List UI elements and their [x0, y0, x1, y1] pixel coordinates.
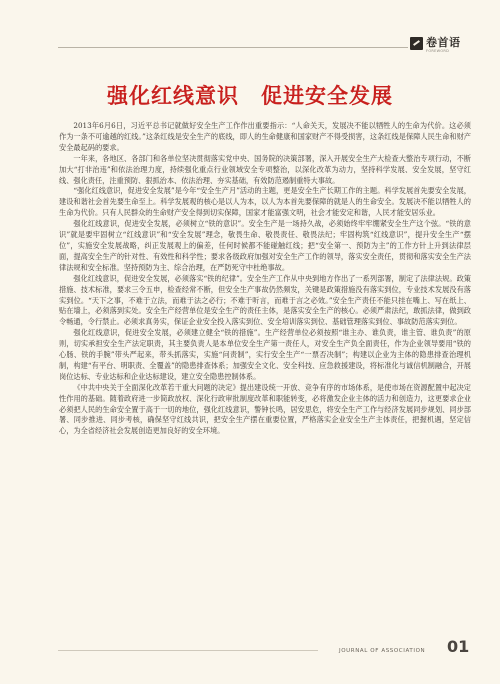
- article-body: [59, 121, 471, 437]
- column-title: 卷首语: [426, 36, 461, 49]
- pen-logo-icon: [410, 37, 423, 50]
- paragraph: 强化红线意识，促进安全发展，必须建立健全“铁的措施”。生产经营单位必须按照“谁主办、谁负责，谁主管、谁负责”的原则，切实承担安全生产法定职责，其主要负责人是本单位安全生产第一责任人，对安全生产负全面责任，作为企业领导要用“铁的心肠、铁的手腕”带头严起来，带头抓落实，实施“问责制”，实行安全生产“一票否决制”；构建以企业为主体的隐患排查治理机制，构建“有平台、明职责、全覆盖”的隐患排查体系；加强安全文化、安全科技、应急救援建设，将标准化与诚信机制融合，开展岗位达标、专业达标和企业达标建设，建立安全隐患控制体系。: [59, 328, 471, 381]
- paragraph: 强化红线意识，促进安全发展，必须树立“铁的意识”。安全生产是一场持久战，必须始终牢牢绷紧安全生产这个弦。“铁的意识”就是要牢固树立“红线意识”和“安全发展”理念，敬畏生命、敬畏责任、敬畏法纪；牢固构筑“红线意识”，提升安全生产“摆位”，实施安全发展战略，纠正发展观上的偏差，任何时候都不能碰触红线；把“安全第一、预防为主”的工作方针上升到法律层面，提高安全生产的针对性、有效性和科学性；要求各级政府加强对安全生产工作的领导，落实安全责任，贯彻和落实安全生产法律法规和安全标准。坚持预防为主、综合治理，在严防死守中杜绝事故。: [59, 219, 471, 272]
- column-label: [426, 36, 461, 54]
- article-title: 强化红线意识 促进安全发展: [107, 83, 393, 108]
- page-number: 01: [447, 637, 470, 656]
- paragraph: 一年来，各地区、各部门和各单位坚决贯彻落实党中央、国务院的决策部署，深入开展安全生产大检查大整治专项行动，不断加大“打非治违”和依法治理力度，持续强化重点行业领域安全专项整治，以深化改革为动力，坚持科学发展、安全发展，坚守红线、强化责任，注重预防、狠抓治本、依法治理、夯实基础，有效防范遏制重特大事故。: [59, 153, 471, 185]
- column-badge: [410, 36, 472, 60]
- journal-name: JOURNAL OF ASSOCIATION: [339, 648, 426, 654]
- footer-rule: [58, 650, 318, 651]
- paragraph: 强化红线意识，促进安全发展，必须落实“铁的纪律”。安全生产工作从中央到地方作出了一系列部署，制定了法律法规。政策措施、技术标准，要求三令五申，检查经常不断，但安全生产事故仍然频发，关键是政策措施没有落实到位，专业技术发展没有落实到位。“天下之事，不难于立法，而难于法之必行；不难于听言，而难于言之必效。”安全生产责任不能只挂在嘴上、写在纸上、贴在墙上，必须落到实处。安全生产经营单位是安全生产的责任主体，是落实安全生产的核心。必须严肃法纪，敢抓法律，做到政令畅通，令行禁止。必须求真务实，保证企业安全投入落实到位、安全培训落实到位、基础管理落实到位、事故防范落实到位。: [59, 273, 471, 327]
- paragraph: 2013年6月6日，习近平总书记就做好安全生产工作作出重要指示：“人命关天，发展决不能以牺牲人的生命为代价。这必须作为一条不可逾越的红线。”这条红线是安全生产的底线，即人的生命健康和国家财产不得受损害，这条红线是保障人民生命和财产安全最起码的要求。: [59, 121, 471, 152]
- column-subtitle: FOREWORD: [426, 49, 450, 53]
- paragraph: 《中共中央关于全面深化改革若干重大问题的决定》提出建设统一开放、竞争有序的市场体系，是使市场在资源配置中起决定性作用的基础。随着政府进一步简政放权、深化行政审批制度改革和职能转变，必将激发企业主体的活力和创造力，这更要求企业必须把人民的生命安全置于高于一切的地位，强化红线意识，警钟长鸣，居安思危，将安全生产工作与经济发展同步规划、同步部署、同步推进、同步考核，确保坚守红线共识，把安全生产摆在重要位置，严格落实企业安全生产主体责任，把握机遇，坚定信心，为全省经济社会发展创造更加良好的安全环境。: [59, 382, 471, 436]
- paragraph: “强化红线意识，促进安全发展”是今年“安全生产月”活动的主题，更是安全生产长期工作的主题。科学发展首先要安全发展，建设和谐社会首先要生命至上。科学发展观的核心是以人为本，以人为本首先要保障的就是人的生命安全。发展决不能以牺牲人的生命为代价。只有人民群众的生命财产安全得到切实保障，国家才能富强文明，社会才能安定和谐，人民才能安居乐业。: [59, 186, 471, 218]
- header-rule: [58, 47, 408, 48]
